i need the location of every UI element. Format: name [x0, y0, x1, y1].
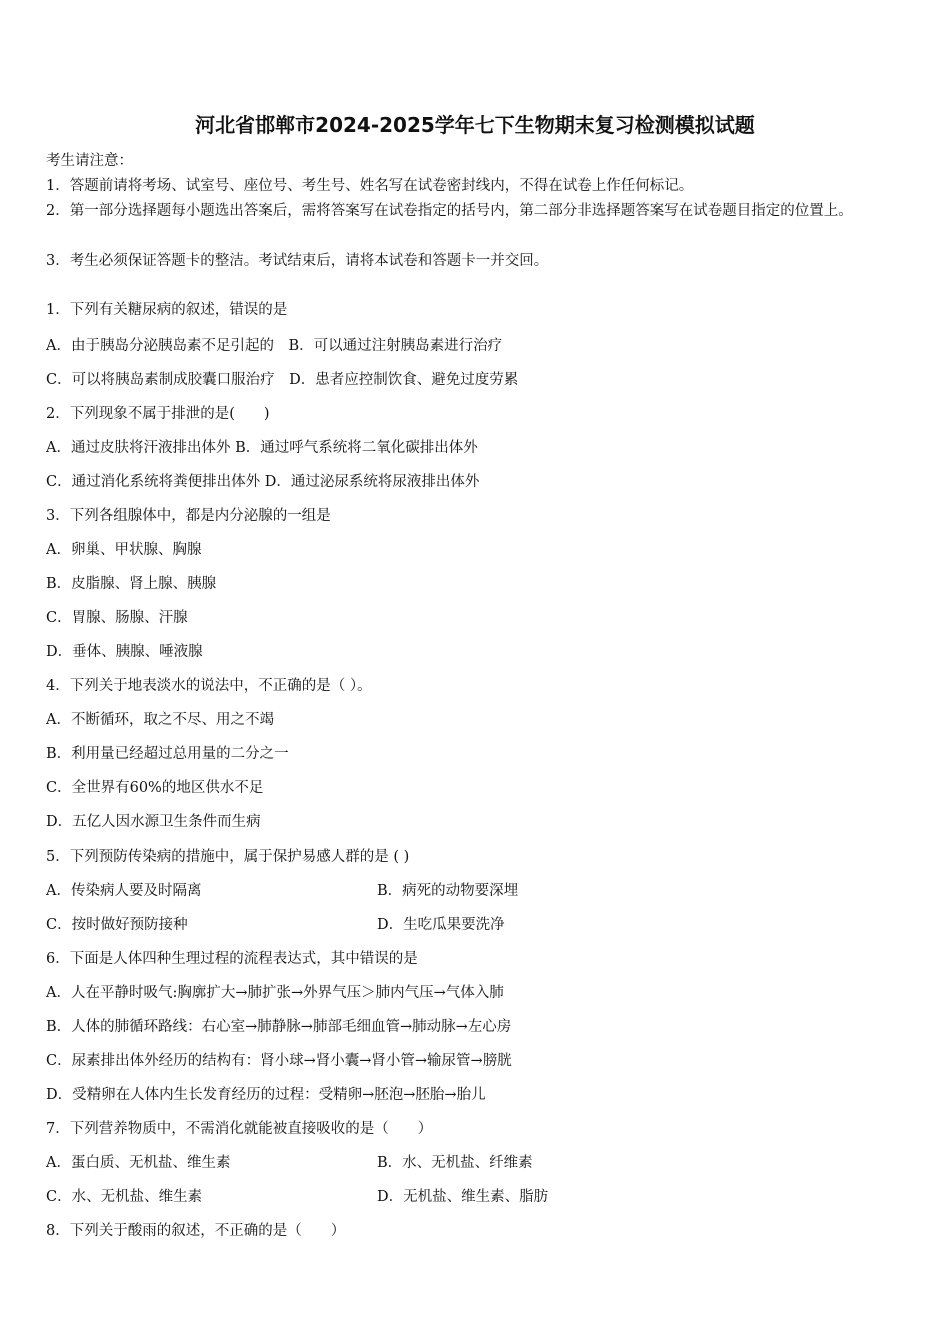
question-1-options-row-1: A．由于胰岛分泌胰岛素不足引起的 B．可以通过注射胰岛素进行治疗 — [46, 338, 503, 354]
question-3-option-c: C．胃腺、肠腺、汗腺 — [46, 610, 188, 626]
question-6-option-d: D．受精卵在人体内生长发育经历的过程：受精卵→胚泡→胚胎→胎儿 — [46, 1087, 486, 1103]
question-7-option-b: B．水、无机盐、纤维素 — [377, 1155, 533, 1171]
question-6-option-c: C．尿素排出体外经历的结构有：肾小球→肾小囊→肾小管→输尿管→膀胱 — [46, 1053, 512, 1069]
question-3-option-d: D．垂体、胰腺、唾液腺 — [46, 644, 203, 660]
question-4-option-a: A．不断循环，取之不尽、用之不竭 — [46, 712, 274, 728]
question-7-option-c: C．水、无机盐、维生素 — [46, 1189, 203, 1205]
question-4-stem: 4．下列关于地表淡水的说法中，不正确的是（ ）。 — [46, 678, 372, 694]
notice-item-2: 2．第一部分选择题每小题选出答案后，需将答案写在试卷指定的括号内，第二部分非选择题答案写在试卷题目指定的位置上。 — [46, 203, 853, 219]
question-7-stem: 7．下列营养物质中，不需消化就能被直接吸收的是（ ） — [46, 1121, 433, 1137]
question-3-option-a: A．卵巢、甲状腺、胸腺 — [46, 542, 202, 558]
question-2-stem: 2．下列现象不属于排泄的是( ) — [46, 406, 270, 422]
question-6-stem: 6．下面是人体四种生理过程的流程表达式，其中错误的是 — [46, 951, 418, 967]
question-1-stem: 1．下列有关糖尿病的叙述，错误的是 — [46, 302, 288, 318]
notice-item-1: 1．答题前请将考场、试室号、座位号、考生号、姓名写在试卷密封线内，不得在试卷上作任何标记。 — [46, 178, 694, 194]
question-3-option-b: B．皮脂腺、肾上腺、胰腺 — [46, 576, 217, 592]
question-7-option-a: A．蛋白质、无机盐、维生素 — [46, 1155, 231, 1171]
question-8-stem: 8．下列关于酸雨的叙述，不正确的是（ ） — [46, 1223, 346, 1239]
question-5-stem: 5．下列预防传染病的措施中，属于保护易感人群的是 ( ) — [46, 849, 410, 865]
question-2-options-row-2: C．通过消化系统将粪便排出体外 D．通过泌尿系统将尿液排出体外 — [46, 474, 480, 490]
question-1-options-row-2: C．可以将胰岛素制成胶囊口服治疗 D．患者应控制饮食、避免过度劳累 — [46, 372, 519, 388]
question-7-option-d: D．无机盐、维生素、脂肪 — [377, 1189, 549, 1205]
question-4-option-d: D．五亿人因水源卫生条件而生病 — [46, 814, 261, 830]
question-5-option-d: D．生吃瓜果要洗净 — [377, 917, 505, 933]
page-title: 河北省邯郸市2024-2025学年七下生物期末复习检测模拟试题 — [195, 113, 755, 137]
notice-item-3: 3．考生必须保证答题卡的整洁。考试结束后，请将本试卷和答题卡一并交回。 — [46, 253, 549, 269]
notice-heading: 考生请注意： — [46, 153, 133, 169]
question-3-stem: 3．下列各组腺体中，都是内分泌腺的一组是 — [46, 508, 331, 524]
question-5-option-b: B．病死的动物要深埋 — [377, 883, 519, 899]
question-5-option-a: A．传染病人要及时隔离 — [46, 883, 202, 899]
question-4-option-b: B．利用量已经超过总用量的二分之一 — [46, 746, 289, 762]
question-4-option-c: C．全世界有60%的地区供水不足 — [46, 780, 264, 796]
question-5-option-c: C．按时做好预防接种 — [46, 917, 188, 933]
question-2-options-row-1: A．通过皮肤将汗液排出体外 B．通过呼气系统将二氧化碳排出体外 — [46, 440, 478, 456]
question-6-option-a: A．人在平静时吸气:胸廓扩大→肺扩张→外界气压＞肺内气压→气体入肺 — [46, 985, 504, 1001]
question-6-option-b: B．人体的肺循环路线：右心室→肺静脉→肺部毛细血管→肺动脉→左心房 — [46, 1019, 512, 1035]
